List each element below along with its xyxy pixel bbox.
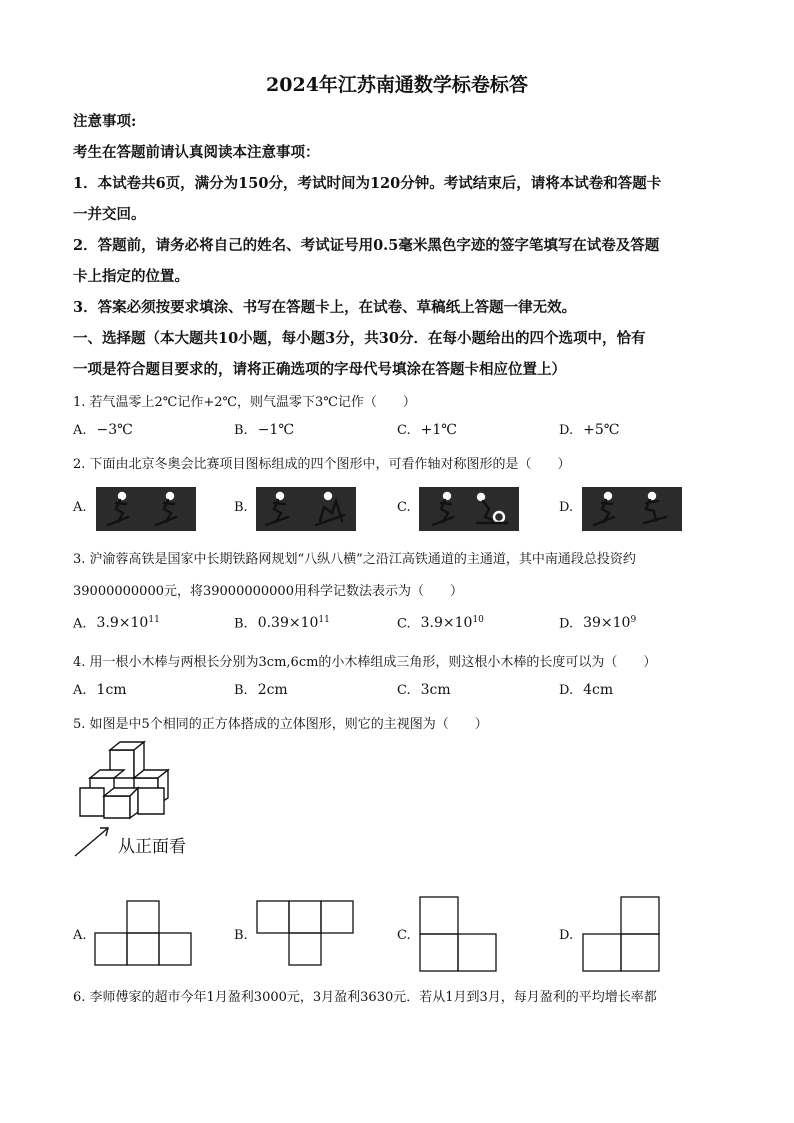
q5-option-a-diagram[interactable] [94, 900, 192, 968]
q3-stem-a: 3. 沪渝蓉高铁是国家中长期铁路网规划“八纵八横”之沿江高铁通道的主通道，其中南通段总投资约 [73, 552, 636, 567]
q1-option-a[interactable]: A. −3℃ [73, 422, 133, 438]
q3-stem-b: 39000000000元，将39000000000用科学记数法表示为（ ） [73, 584, 463, 599]
q4-option-d[interactable]: D. 4cm [559, 682, 614, 698]
q2-option-c-letter[interactable]: C. [397, 500, 411, 515]
q1-option-b[interactable]: B. −1℃ [234, 422, 294, 438]
section1-heading-a: 一、选择题（本大题共10小题，每小题3分，共30分．在每小题给出的四个选项中，恰有 [73, 330, 646, 347]
section1-heading-b: 一项是符合题目要求的，请将正确选项的字母代号填涂在答题卡相应位置上） [73, 361, 566, 378]
q3-option-d[interactable]: D. $39\times 10^9$ [559, 615, 637, 632]
notice-heading: 注意事项: [73, 113, 137, 130]
q3-option-c[interactable]: C. $3.9\times 10^{10}$ [397, 615, 484, 632]
ski-jump-icon-pair [256, 487, 356, 531]
q4-option-b[interactable]: B. 2cm [234, 682, 288, 698]
q2-option-b-letter[interactable]: B. [234, 500, 248, 515]
page-title: 2024年江苏南通数学标卷标答 [266, 74, 528, 96]
q2-stem: 2. 下面由北京冬奥会比赛项目图标组成的四个图形中，可看作轴对称图形的是（ ） [73, 457, 571, 472]
q3-option-a[interactable]: A. $3.9\times 10^{11}$ [73, 615, 160, 632]
q4-option-c[interactable]: C. 3cm [397, 682, 451, 698]
q5-option-d-diagram[interactable] [582, 896, 662, 972]
q5-option-d-letter[interactable]: D. [559, 928, 574, 943]
notice-item-3: 3．答案必须按要求填涂、书写在答题卡上，在试卷、草稿纸上答题一律无效。 [73, 299, 577, 316]
notice-intro: 考生在答题前请认真阅读本注意事项： [73, 144, 320, 161]
notice-item-2b: 卡上指定的位置。 [73, 268, 189, 285]
q2-option-a-letter[interactable]: A. [73, 500, 87, 515]
q5-option-c-letter[interactable]: C. [397, 928, 411, 943]
notice-item-1b: 一并交回。 [73, 206, 146, 223]
q1-option-c[interactable]: C. +1℃ [397, 422, 457, 438]
q2-option-a-image[interactable] [96, 487, 196, 531]
q4-option-a[interactable]: A. 1cm [73, 682, 127, 698]
q2-option-d-image[interactable] [582, 487, 682, 531]
q4-stem: 4. 用一根小木棒与两根长分别为3cm,6cm的小木棒组成三角形，则这根小木棒的长度可以为（ ） [73, 655, 657, 670]
q1-option-d[interactable]: D. +5℃ [559, 422, 620, 438]
q5-stem: 5. 如图是中5个相同的正方体搭成的立体图形，则它的主视图为（ ） [73, 717, 488, 732]
q5-option-b-diagram[interactable] [256, 900, 354, 968]
q6-stem: 6. 李师傅家的超市今年1月盈利3000元，3月盈利3630元．若从1月到3月，每月盈利的平均增长率都 [73, 990, 657, 1005]
skiing-icon-pair [96, 487, 196, 531]
freestyle-ski-icon-pair [582, 487, 682, 531]
notice-item-2a: 2．答题前，请务必将自己的姓名、考试证号用0.5毫米黑色字迹的签字笔填写在试卷及答题 [73, 237, 660, 254]
view-direction-caption: 从正面看 [118, 837, 186, 857]
q1-stem: 1. 若气温零上2℃记作+2℃，则气温零下3℃记作（ ） [73, 395, 416, 410]
q5-option-a-letter[interactable]: A. [73, 928, 87, 943]
snowboard-icon-pair [419, 487, 519, 531]
q2-option-b-image[interactable] [256, 487, 356, 531]
q5-option-b-letter[interactable]: B. [234, 928, 248, 943]
q2-option-c-image[interactable] [419, 487, 519, 531]
q5-option-c-diagram[interactable] [419, 896, 499, 972]
q3-option-b[interactable]: B. $0.39\times 10^{11}$ [234, 615, 330, 632]
q2-option-d-letter[interactable]: D. [559, 500, 574, 515]
notice-item-1a: 1．本试卷共6页，满分为150分，考试时间为120分钟。考试结束后，请将本试卷和答题卡 [73, 175, 662, 192]
